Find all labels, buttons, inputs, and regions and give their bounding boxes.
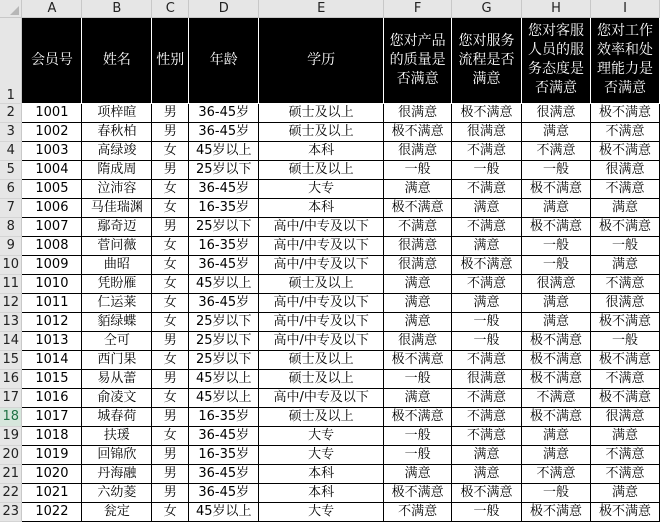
data-cell[interactable]: 1004 (22, 160, 82, 179)
data-cell[interactable]: 不满意 (384, 502, 452, 521)
data-cell[interactable]: 男 (152, 122, 189, 141)
data-cell[interactable]: 25岁以下 (189, 160, 259, 179)
data-cell[interactable]: 不满意 (452, 217, 522, 236)
data-cell[interactable]: 仝可 (82, 331, 152, 350)
data-cell[interactable]: 很满意 (384, 236, 452, 255)
table-row (0, 103, 660, 122)
row-header[interactable]: 11 (0, 274, 22, 293)
header-cell[interactable]: 您对客服人员的服务态度是否满意 (522, 17, 591, 103)
data-cell[interactable]: 36-45岁 (189, 483, 259, 502)
data-cell[interactable]: 西门果 (82, 350, 152, 369)
data-cell[interactable]: 45岁以上 (189, 388, 259, 407)
table-row (0, 426, 660, 445)
data-cell[interactable]: 16-35岁 (189, 236, 259, 255)
table-row (0, 293, 660, 312)
data-cell[interactable]: 高中/中专及以下 (259, 255, 384, 274)
data-cell[interactable]: 1003 (22, 141, 82, 160)
data-cell[interactable]: 极不满意 (522, 331, 591, 350)
data-cell[interactable]: 高中/中专及以下 (259, 312, 384, 331)
data-cell[interactable]: 很满意 (384, 103, 452, 122)
data-cell[interactable]: 满意 (452, 293, 522, 312)
data-cell[interactable]: 不满意 (590, 179, 659, 198)
data-cell[interactable]: 满意 (590, 198, 659, 217)
data-cell[interactable]: 很满意 (590, 407, 659, 426)
row-header[interactable]: 12 (0, 293, 22, 312)
data-cell[interactable]: 大专 (259, 426, 384, 445)
data-cell[interactable]: 硕士及以上 (259, 122, 384, 141)
data-cell[interactable]: 硕士及以上 (259, 274, 384, 293)
data-cell[interactable]: 不满意 (522, 464, 591, 483)
data-cell[interactable]: 不满意 (590, 274, 659, 293)
table-row (0, 141, 660, 160)
table-row (0, 236, 660, 255)
data-cell[interactable]: 满意 (384, 312, 452, 331)
data-cell[interactable]: 45岁以上 (189, 141, 259, 160)
table-row (0, 483, 660, 502)
data-cell[interactable]: 满意 (384, 274, 452, 293)
data-cell[interactable]: 极不满意 (590, 103, 659, 122)
data-cell[interactable]: 1021 (22, 483, 82, 502)
data-cell[interactable]: 女 (152, 141, 189, 160)
data-cell[interactable]: 满意 (590, 426, 659, 445)
data-cell[interactable]: 满意 (384, 293, 452, 312)
data-cell[interactable]: 1015 (22, 369, 82, 388)
data-cell[interactable]: 本科 (259, 141, 384, 160)
data-cell[interactable]: 1022 (22, 502, 82, 521)
data-cell[interactable]: 1009 (22, 255, 82, 274)
table-header-row (0, 17, 660, 103)
data-cell[interactable]: 一般 (522, 160, 591, 179)
header-cell[interactable]: 您对服务流程是否满意 (452, 17, 522, 103)
table-row (0, 369, 660, 388)
data-cell[interactable]: 不满意 (522, 141, 591, 160)
data-cell[interactable]: 1011 (22, 293, 82, 312)
data-cell[interactable]: 36-45岁 (189, 293, 259, 312)
header-cell[interactable]: 会员号 (22, 17, 82, 103)
data-cell[interactable]: 1013 (22, 331, 82, 350)
table-row (0, 331, 660, 350)
data-cell[interactable]: 本科 (259, 198, 384, 217)
column-header-g[interactable]: G (452, 0, 522, 17)
data-cell[interactable]: 男 (152, 464, 189, 483)
data-cell[interactable]: 鄢奇迈 (82, 217, 152, 236)
table-row (0, 122, 660, 141)
data-cell[interactable]: 满意 (522, 198, 591, 217)
data-cell[interactable]: 一般 (522, 255, 591, 274)
data-cell[interactable]: 女 (152, 236, 189, 255)
data-cell[interactable]: 满意 (590, 255, 659, 274)
data-cell[interactable]: 大专 (259, 179, 384, 198)
data-cell[interactable]: 女 (152, 293, 189, 312)
data-cell[interactable]: 很满意 (384, 141, 452, 160)
row-header[interactable]: 20 (0, 445, 22, 464)
column-header-a[interactable]: A (22, 0, 82, 17)
data-cell[interactable]: 很满意 (452, 369, 522, 388)
data-cell[interactable]: 曲昭 (82, 255, 152, 274)
data-cell[interactable]: 瓮定 (82, 502, 152, 521)
data-cell[interactable]: 女 (152, 179, 189, 198)
data-cell[interactable]: 一般 (452, 502, 522, 521)
data-cell[interactable]: 硕士及以上 (259, 350, 384, 369)
data-cell[interactable]: 1012 (22, 312, 82, 331)
data-cell[interactable]: 高中/中专及以下 (259, 236, 384, 255)
data-cell[interactable]: 大专 (259, 502, 384, 521)
data-cell[interactable]: 城春荷 (82, 407, 152, 426)
column-header-d[interactable]: D (189, 0, 259, 17)
data-cell[interactable]: 不满意 (590, 445, 659, 464)
data-cell[interactable]: 36-45岁 (189, 255, 259, 274)
data-cell[interactable]: 25岁以下 (189, 217, 259, 236)
data-cell[interactable]: 俞凌文 (82, 388, 152, 407)
data-cell[interactable]: 1019 (22, 445, 82, 464)
data-cell[interactable]: 25岁以下 (189, 312, 259, 331)
data-cell[interactable]: 不满意 (384, 217, 452, 236)
table-row (0, 179, 660, 198)
data-cell[interactable]: 女 (152, 388, 189, 407)
data-cell[interactable]: 男 (152, 331, 189, 350)
data-cell[interactable]: 极不满意 (522, 369, 591, 388)
data-cell[interactable]: 极不满意 (590, 502, 659, 521)
data-cell[interactable]: 满意 (384, 464, 452, 483)
data-cell[interactable]: 一般 (590, 236, 659, 255)
data-cell[interactable]: 硕士及以上 (259, 160, 384, 179)
data-cell[interactable]: 硕士及以上 (259, 407, 384, 426)
table-row (0, 274, 660, 293)
column-header-e[interactable]: E (259, 0, 384, 17)
data-cell[interactable]: 16-35岁 (189, 198, 259, 217)
data-cell[interactable]: 1018 (22, 426, 82, 445)
data-cell[interactable]: 很满意 (522, 103, 591, 122)
data-cell[interactable]: 不满意 (452, 179, 522, 198)
data-cell[interactable]: 1007 (22, 217, 82, 236)
header-cell[interactable]: 您对工作效率和处理能力是否满意 (590, 17, 659, 103)
row-header[interactable]: 2 (0, 103, 22, 122)
data-cell[interactable]: 男 (152, 483, 189, 502)
data-cell[interactable]: 极不满意 (384, 483, 452, 502)
column-header-b[interactable]: B (82, 0, 152, 17)
data-cell[interactable]: 女 (152, 198, 189, 217)
data-cell[interactable]: 很满意 (522, 274, 591, 293)
data-cell[interactable]: 男 (152, 369, 189, 388)
table-row (0, 255, 660, 274)
table-row (0, 217, 660, 236)
data-cell[interactable]: 男 (152, 407, 189, 426)
data-cell[interactable]: 25岁以下 (189, 350, 259, 369)
data-cell[interactable]: 女 (152, 426, 189, 445)
row-header[interactable]: 3 (0, 122, 22, 141)
select-all-corner[interactable] (0, 0, 22, 17)
data-cell[interactable]: 高中/中专及以下 (259, 388, 384, 407)
data-cell[interactable]: 满意 (522, 122, 591, 141)
row-header[interactable]: 14 (0, 331, 22, 350)
column-header-c[interactable]: C (152, 0, 189, 17)
column-header-f[interactable]: F (384, 0, 452, 17)
data-cell[interactable]: 高中/中专及以下 (259, 331, 384, 350)
data-cell[interactable]: 女 (152, 312, 189, 331)
data-cell[interactable]: 极不满意 (384, 350, 452, 369)
row-header[interactable]: 23 (0, 502, 22, 521)
data-cell[interactable]: 满意 (452, 236, 522, 255)
data-cell[interactable]: 不满意 (522, 388, 591, 407)
data-cell[interactable]: 貊绿蝶 (82, 312, 152, 331)
data-cell[interactable]: 六幼菱 (82, 483, 152, 502)
data-cell[interactable]: 36-45岁 (189, 426, 259, 445)
row-header[interactable]: 10 (0, 255, 22, 274)
row-header[interactable]: 22 (0, 483, 22, 502)
row-header[interactable]: 15 (0, 350, 22, 369)
row-header[interactable]: 7 (0, 198, 22, 217)
data-cell[interactable]: 硕士及以上 (259, 103, 384, 122)
data-cell[interactable]: 16-35岁 (189, 445, 259, 464)
data-cell[interactable]: 极不满意 (590, 350, 659, 369)
data-cell[interactable]: 45岁以上 (189, 502, 259, 521)
row-header[interactable]: 18 (0, 407, 22, 426)
data-cell[interactable]: 一般 (452, 312, 522, 331)
header-cell[interactable]: 性别 (152, 17, 189, 103)
table-row (0, 407, 660, 426)
data-cell[interactable]: 很满意 (590, 293, 659, 312)
data-cell[interactable]: 女 (152, 274, 189, 293)
data-cell[interactable]: 菅问薇 (82, 236, 152, 255)
data-cell[interactable]: 凭盼雁 (82, 274, 152, 293)
data-cell[interactable]: 不满意 (452, 426, 522, 445)
data-cell[interactable]: 1020 (22, 464, 82, 483)
data-cell[interactable]: 不满意 (452, 407, 522, 426)
select-all-triangle-icon (10, 6, 19, 15)
table-row (0, 350, 660, 369)
data-cell[interactable]: 女 (152, 350, 189, 369)
data-cell[interactable]: 很满意 (590, 160, 659, 179)
data-cell[interactable]: 女 (152, 255, 189, 274)
data-cell[interactable]: 满意 (522, 293, 591, 312)
data-cell[interactable]: 隋成周 (82, 160, 152, 179)
data-cell[interactable]: 满意 (452, 445, 522, 464)
data-cell[interactable]: 极不满意 (384, 198, 452, 217)
data-cell[interactable]: 满意 (452, 464, 522, 483)
data-cell[interactable]: 1017 (22, 407, 82, 426)
data-cell[interactable]: 满意 (452, 198, 522, 217)
data-cell[interactable]: 不满意 (452, 388, 522, 407)
data-cell[interactable]: 满意 (384, 388, 452, 407)
header-cell[interactable]: 您对产品的质量是否满意 (384, 17, 452, 103)
data-cell[interactable]: 极不满意 (590, 312, 659, 331)
row-header[interactable]: 17 (0, 388, 22, 407)
data-cell[interactable]: 极不满意 (522, 502, 591, 521)
data-cell[interactable]: 不满意 (590, 369, 659, 388)
table-row (0, 160, 660, 179)
data-cell[interactable]: 丹海融 (82, 464, 152, 483)
data-cell[interactable]: 高绿竣 (82, 141, 152, 160)
row-header[interactable]: 6 (0, 179, 22, 198)
table-row (0, 445, 660, 464)
data-cell[interactable]: 极不满意 (590, 388, 659, 407)
data-cell[interactable]: 1008 (22, 236, 82, 255)
data-cell[interactable]: 大专 (259, 445, 384, 464)
data-cell[interactable]: 易从蕾 (82, 369, 152, 388)
header-cell[interactable]: 姓名 (82, 17, 152, 103)
data-cell[interactable]: 极不满意 (522, 407, 591, 426)
table-row (0, 198, 660, 217)
data-cell[interactable]: 极不满意 (452, 255, 522, 274)
data-cell[interactable]: 高中/中专及以下 (259, 217, 384, 236)
data-cell[interactable]: 女 (152, 502, 189, 521)
data-cell[interactable]: 男 (152, 160, 189, 179)
data-cell[interactable]: 回锦欣 (82, 445, 152, 464)
data-cell[interactable]: 极不满意 (590, 141, 659, 160)
row-header[interactable]: 21 (0, 464, 22, 483)
data-cell[interactable]: 本科 (259, 483, 384, 502)
data-cell[interactable]: 不满意 (590, 122, 659, 141)
data-cell[interactable]: 1005 (22, 179, 82, 198)
column-header-h[interactable]: H (522, 0, 591, 17)
data-cell[interactable]: 一般 (384, 369, 452, 388)
data-cell[interactable]: 极不满意 (384, 122, 452, 141)
data-cell[interactable]: 很满意 (384, 331, 452, 350)
data-cell[interactable]: 一般 (452, 160, 522, 179)
data-cell[interactable]: 项梓暄 (82, 103, 152, 122)
data-cell[interactable]: 1016 (22, 388, 82, 407)
data-cell[interactable]: 1001 (22, 103, 82, 122)
data-cell[interactable]: 很满意 (452, 122, 522, 141)
data-cell[interactable]: 1002 (22, 122, 82, 141)
data-cell[interactable]: 极不满意 (522, 217, 591, 236)
row-header[interactable]: 13 (0, 312, 22, 331)
data-cell[interactable]: 极不满意 (384, 407, 452, 426)
data-cell[interactable]: 满意 (522, 426, 591, 445)
row-header[interactable]: 8 (0, 217, 22, 236)
data-cell[interactable]: 极不满意 (522, 179, 591, 198)
data-cell[interactable]: 满意 (522, 445, 591, 464)
data-cell[interactable]: 本科 (259, 464, 384, 483)
data-cell[interactable]: 45岁以上 (189, 274, 259, 293)
data-cell[interactable]: 满意 (522, 312, 591, 331)
column-header-i[interactable]: I (590, 0, 659, 17)
data-cell[interactable]: 36-45岁 (189, 179, 259, 198)
data-cell[interactable]: 极不满意 (590, 217, 659, 236)
data-cell[interactable]: 硕士及以上 (259, 369, 384, 388)
data-cell[interactable]: 男 (152, 217, 189, 236)
data-cell[interactable]: 不满意 (452, 350, 522, 369)
data-cell[interactable]: 25岁以下 (189, 331, 259, 350)
row-header[interactable]: 16 (0, 369, 22, 388)
data-cell[interactable]: 满意 (384, 179, 452, 198)
data-cell[interactable]: 1010 (22, 274, 82, 293)
data-cell[interactable]: 一般 (384, 426, 452, 445)
table-row (0, 388, 660, 407)
column-header-row (0, 0, 660, 17)
data-cell[interactable]: 满意 (590, 483, 659, 502)
data-cell[interactable]: 一般 (522, 483, 591, 502)
data-cell[interactable]: 一般 (522, 236, 591, 255)
data-cell[interactable]: 不满意 (452, 141, 522, 160)
table-row (0, 464, 660, 483)
table-row (0, 312, 660, 331)
data-cell[interactable]: 春秋柏 (82, 122, 152, 141)
data-cell[interactable]: 一般 (384, 445, 452, 464)
row-header[interactable]: 5 (0, 160, 22, 179)
data-cell[interactable]: 极不满意 (452, 483, 522, 502)
data-cell[interactable]: 一般 (590, 331, 659, 350)
data-cell[interactable]: 不满意 (452, 274, 522, 293)
data-cell[interactable]: 男 (152, 103, 189, 122)
data-cell[interactable]: 极不满意 (522, 350, 591, 369)
row-header[interactable]: 9 (0, 236, 22, 255)
data-cell[interactable]: 极不满意 (452, 103, 522, 122)
data-cell[interactable]: 扶瑗 (82, 426, 152, 445)
data-cell[interactable]: 不满意 (590, 464, 659, 483)
row-header[interactable]: 4 (0, 141, 22, 160)
data-cell[interactable]: 一般 (384, 160, 452, 179)
data-cell[interactable]: 45岁以上 (189, 369, 259, 388)
data-cell[interactable]: 男 (152, 445, 189, 464)
table-row (0, 502, 660, 521)
data-cell[interactable]: 一般 (452, 331, 522, 350)
row-header[interactable]: 19 (0, 426, 22, 445)
data-cell[interactable]: 泣沛容 (82, 179, 152, 198)
data-cell[interactable]: 1014 (22, 350, 82, 369)
row-header[interactable]: 1 (0, 17, 22, 103)
data-cell[interactable]: 仁运莱 (82, 293, 152, 312)
data-cell[interactable]: 36-45岁 (189, 122, 259, 141)
data-cell[interactable]: 36-45岁 (189, 103, 259, 122)
data-cell[interactable]: 16-35岁 (189, 407, 259, 426)
data-cell[interactable]: 36-45岁 (189, 464, 259, 483)
data-cell[interactable]: 1006 (22, 198, 82, 217)
data-cell[interactable]: 马佳瑞渊 (82, 198, 152, 217)
header-cell[interactable]: 学历 (259, 17, 384, 103)
data-cell[interactable]: 高中/中专及以下 (259, 293, 384, 312)
data-cell[interactable]: 很满意 (384, 255, 452, 274)
header-cell[interactable]: 年龄 (189, 17, 259, 103)
